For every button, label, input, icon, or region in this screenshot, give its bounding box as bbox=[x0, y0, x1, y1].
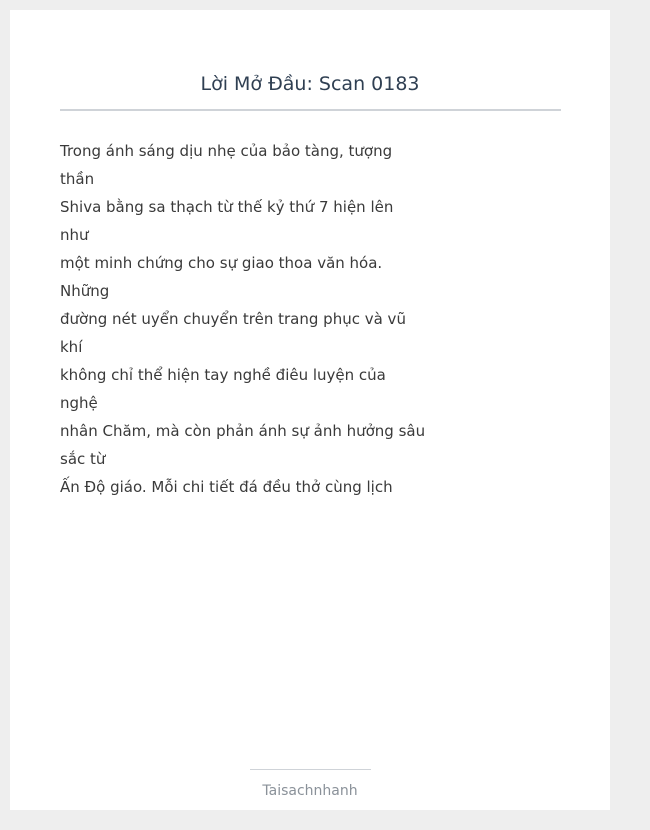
body-paragraph bbox=[60, 137, 426, 501]
title-divider bbox=[60, 109, 561, 111]
text-line: khí bbox=[60, 338, 83, 356]
text-line: một minh chứng cho sự giao thoa văn hóa. bbox=[60, 254, 383, 272]
text-line: Shiva bằng sa thạch từ thế kỷ thứ 7 hiện lên bbox=[60, 198, 394, 216]
text-line: không chỉ thể hiện tay nghề điêu luyện của bbox=[60, 366, 386, 384]
text-line: nhân Chăm, mà còn phản ánh sự ảnh hưởng sâu bbox=[60, 422, 426, 440]
text-line: như bbox=[60, 226, 89, 244]
text-line: thần bbox=[60, 170, 95, 188]
footer-credit: Taisachnhanh bbox=[262, 783, 358, 799]
text-line: sắc từ bbox=[60, 450, 106, 468]
page-title: Lời Mở Đầu: Scan 0183 bbox=[200, 73, 420, 95]
footer-divider bbox=[250, 769, 371, 770]
text-line: Những bbox=[60, 282, 110, 300]
text-line: nghệ bbox=[60, 394, 98, 412]
text-line: đường nét uyển chuyển trên trang phục và vũ bbox=[60, 310, 406, 328]
text-line: Ấn Độ giáo. Mỗi chi tiết đá đều thở cùng lịch bbox=[60, 478, 393, 496]
document-page bbox=[10, 10, 610, 810]
text-line: Trong ánh sáng dịu nhẹ của bảo tàng, tượng bbox=[60, 142, 393, 160]
